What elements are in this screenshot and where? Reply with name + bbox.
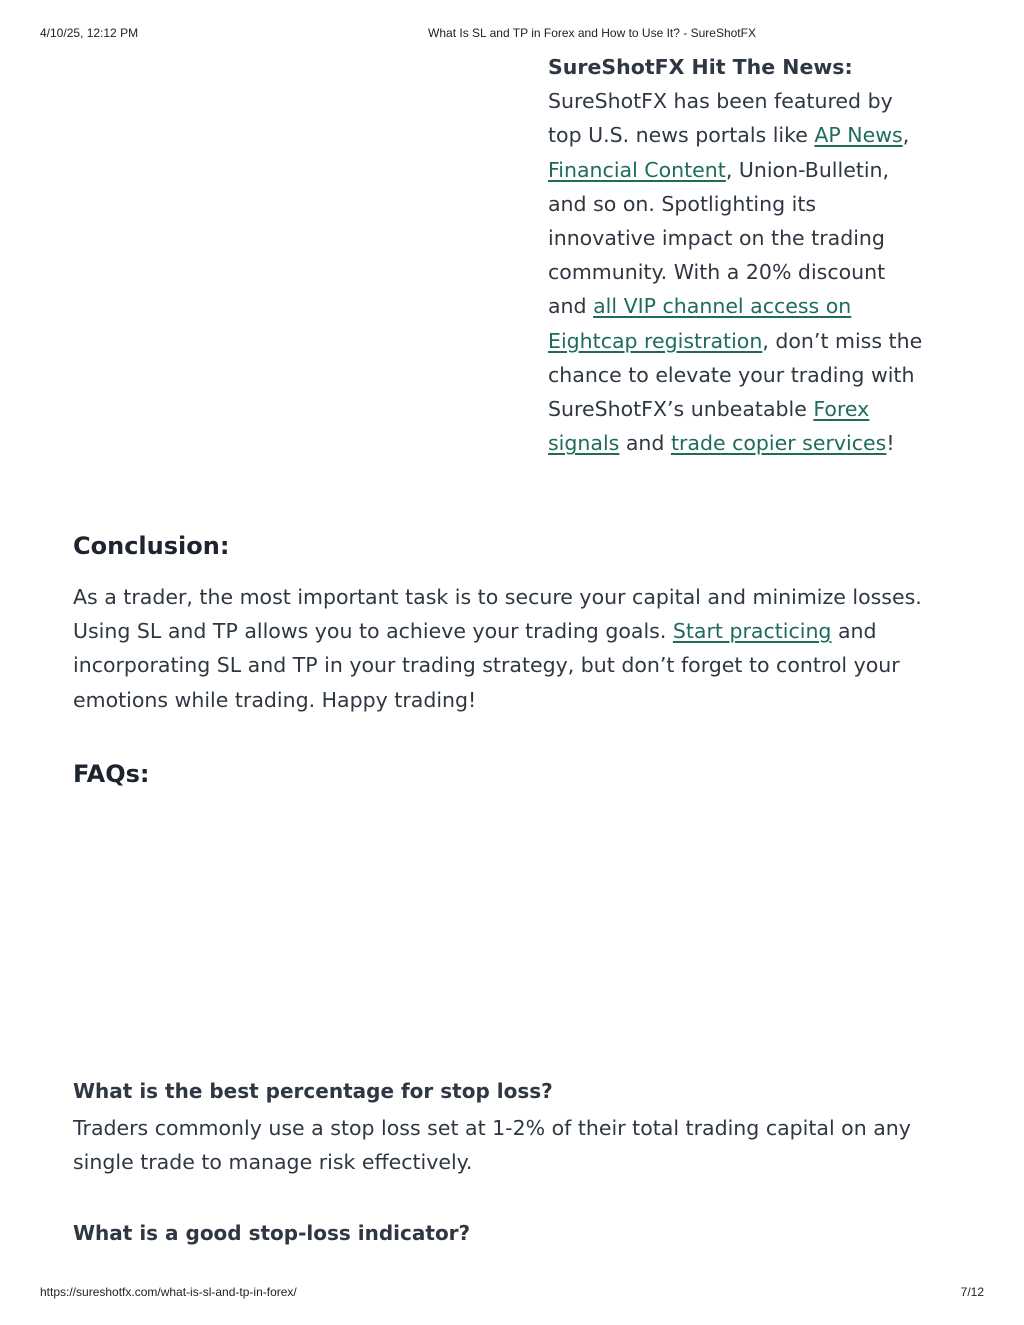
news-text: ! (886, 431, 895, 456)
news-text: , Union-Bulletin, and so on. Spotlighting its innovative impact on the trading community. With a 20% discount and (548, 157, 890, 319)
print-page-title: What Is SL and TP in Forex and How to Use It? - SureShotFX (428, 26, 756, 40)
forex-signals-link[interactable]: Forex signals (548, 397, 870, 456)
news-text: and (619, 431, 671, 456)
news-text: SureShotFX has been featured by top U.S. news portals like (548, 89, 893, 148)
financial-content-link[interactable]: Financial Content (548, 157, 726, 182)
news-section (548, 50, 928, 460)
ap-news-link[interactable]: AP News (814, 123, 903, 148)
faq-question: What is the best percentage for stop loss? (73, 1079, 553, 1103)
vip-access-link[interactable]: all VIP channel access on Eightcap registration (548, 294, 852, 353)
news-text: , (902, 123, 910, 148)
print-footer (0, 1285, 1024, 1301)
faq-question: What is a good stop-loss indicator? (73, 1221, 471, 1245)
print-datetime: 4/10/25, 12:12 PM (40, 26, 139, 40)
print-page-number: 7/12 (960, 1285, 984, 1299)
print-url: https://sureshotfx.com/what-is-sl-and-tp-in-forex/ (40, 1285, 297, 1299)
news-paragraph (548, 84, 928, 460)
start-practicing-link[interactable]: Start practicing (672, 619, 832, 644)
conclusion-text: As a trader, the most important task is to secure your capital and minimize losses. Using SL and TP allows you to achieve your trading goals. (73, 585, 922, 644)
trade-copier-link[interactable]: trade copier services (670, 431, 887, 456)
conclusion-text: and incorporating SL and TP in your trading strategy, but don’t forget to control your emotions while trading. Happy trading! (73, 619, 900, 712)
faq-answer: Traders commonly use a stop loss set at 1-2% of their total trading capital on any single trade to manage risk effectively. (73, 1116, 911, 1175)
news-text: , don’t miss the chance to elevate your trading with SureShotFX’s unbeatable (548, 328, 923, 422)
print-header (0, 26, 1024, 42)
conclusion-heading: Conclusion: (73, 532, 230, 560)
faqs-heading: FAQs: (73, 760, 150, 788)
news-title: SureShotFX Hit The News: (548, 55, 853, 79)
conclusion-paragraph (73, 580, 963, 717)
